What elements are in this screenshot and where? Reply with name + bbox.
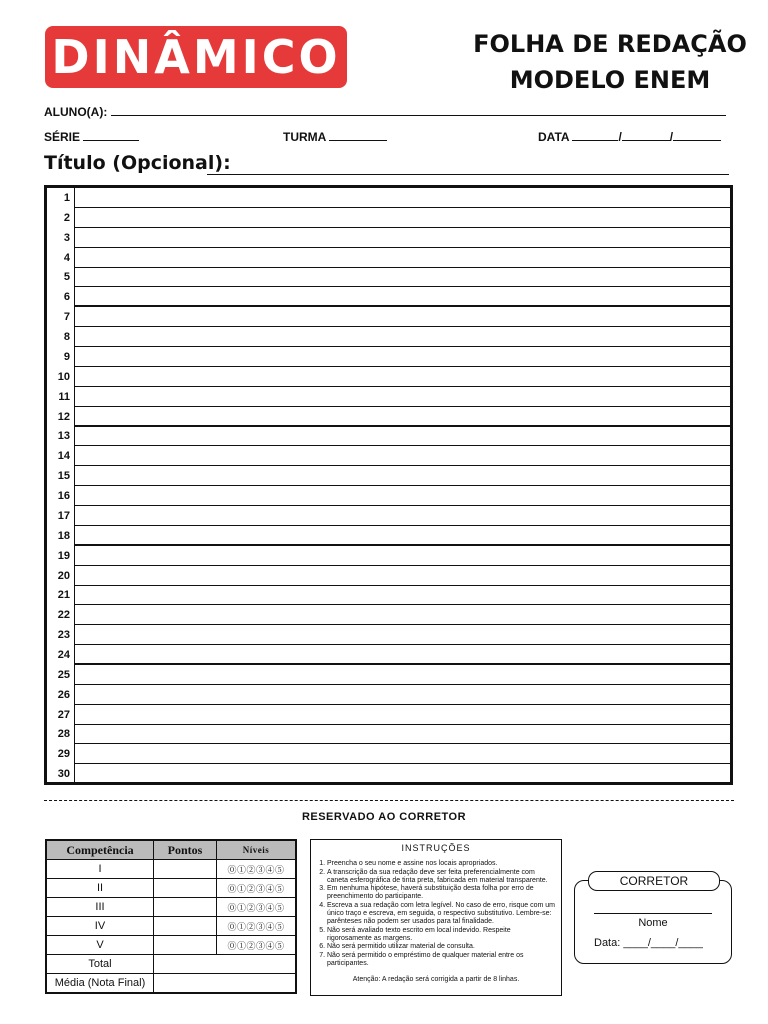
line-number: 24	[57, 649, 70, 661]
line-number: 10	[57, 370, 70, 383]
pontos-cell[interactable]	[154, 917, 217, 936]
line-number: 22	[57, 609, 70, 622]
table-row	[46, 917, 296, 936]
writing-line[interactable]	[74, 387, 730, 407]
table-row	[47, 307, 730, 327]
pontos-cell[interactable]	[154, 936, 217, 955]
pontos-cell[interactable]	[154, 860, 217, 879]
line-number: 27	[57, 708, 70, 721]
comp-label: IV	[46, 917, 154, 936]
line-number: 30	[57, 768, 70, 781]
writing-line[interactable]	[74, 248, 730, 268]
data-year-line[interactable]	[673, 129, 721, 141]
table-row	[47, 685, 730, 705]
aluno-label: ALUNO(A):	[44, 105, 108, 119]
line-number: 7	[63, 311, 70, 324]
comp-label: V	[46, 936, 154, 955]
line-number: 12	[57, 410, 70, 423]
writing-line[interactable]	[74, 724, 730, 744]
table-row	[47, 645, 730, 665]
line-number: 23	[57, 629, 70, 642]
writing-line[interactable]	[74, 267, 730, 287]
writing-line[interactable]	[74, 764, 730, 784]
table-row	[47, 526, 730, 546]
table-row	[46, 879, 296, 898]
table-row	[47, 287, 730, 307]
aluno-line[interactable]	[111, 104, 726, 116]
line-number: 18	[57, 529, 70, 542]
turma-line[interactable]	[329, 129, 387, 141]
writing-line[interactable]	[74, 228, 730, 248]
corretor-label: CORRETOR	[588, 871, 720, 891]
list-item: 6. Não será permitido utilizar material de consulta.	[327, 943, 555, 951]
line-number: 11	[58, 390, 70, 403]
titulo-label: Título (Opcional):	[44, 152, 231, 174]
logo-text: DINÂMICO	[51, 30, 341, 84]
line-number: 2	[63, 211, 70, 224]
table-row	[47, 744, 730, 764]
corretor-data[interactable]: Data: ____/____/____	[594, 937, 703, 949]
data-month-line[interactable]	[622, 129, 670, 141]
writing-line[interactable]	[74, 546, 730, 566]
list-item: 1. Preencha o seu nome e assine nos locais apropriados.	[327, 860, 555, 868]
line-number: 9	[63, 350, 70, 363]
media-cell[interactable]	[154, 974, 297, 994]
table-row	[47, 486, 730, 506]
table-row	[47, 228, 730, 248]
writing-line[interactable]	[74, 625, 730, 645]
line-number: 14	[57, 450, 70, 463]
niveis-options[interactable]: ⓪①②③④⑤	[217, 879, 297, 898]
pontos-cell[interactable]	[154, 898, 217, 917]
table-row	[46, 936, 296, 955]
instrucoes-title: INSTRUÇÕES	[401, 843, 471, 853]
table-row	[47, 705, 730, 725]
line-number: 28	[57, 728, 70, 741]
writing-line[interactable]	[74, 486, 730, 506]
turma-field[interactable]	[283, 129, 387, 144]
list-item: 5. Não será avaliado texto escrito em local indevido. Respeite rigorosamente as margens.	[327, 927, 555, 944]
header-pontos: Pontos	[154, 840, 217, 860]
niveis-options[interactable]: ⓪①②③④⑤	[217, 936, 297, 955]
writing-line[interactable]	[74, 705, 730, 725]
table-row	[47, 566, 730, 586]
table-row	[47, 208, 730, 228]
table-row	[46, 860, 296, 879]
table-row	[47, 585, 730, 605]
titulo-line[interactable]	[207, 174, 729, 175]
line-number: 6	[63, 291, 70, 304]
table-row	[47, 665, 730, 685]
table-row	[47, 367, 730, 387]
line-number: 8	[63, 331, 70, 344]
writing-line[interactable]	[74, 526, 730, 546]
nome-line[interactable]	[594, 913, 712, 914]
nome-label: Nome	[638, 917, 668, 929]
line-number: 29	[57, 748, 70, 761]
writing-line[interactable]	[74, 347, 730, 367]
table-row	[47, 267, 730, 287]
comp-label: II	[46, 879, 154, 898]
table-row	[47, 347, 730, 367]
table-row	[47, 327, 730, 347]
line-number: 4	[63, 251, 70, 264]
pontos-cell[interactable]	[154, 879, 217, 898]
writing-line[interactable]	[74, 566, 730, 586]
table-row	[47, 546, 730, 566]
table-row	[47, 446, 730, 466]
writing-line[interactable]	[74, 208, 730, 228]
writing-line[interactable]	[74, 744, 730, 764]
writing-line[interactable]	[74, 426, 730, 446]
line-number: 25	[57, 668, 70, 681]
writing-line[interactable]	[74, 327, 730, 347]
divider	[44, 800, 734, 801]
line-number: 16	[57, 490, 70, 503]
writing-lines	[44, 185, 733, 785]
line-number: 17	[57, 509, 70, 522]
writing-line[interactable]	[74, 585, 730, 605]
writing-line[interactable]	[74, 367, 730, 387]
header-niveis: Níveis	[217, 840, 297, 860]
line-number: 20	[57, 569, 70, 582]
table-row	[46, 898, 296, 917]
writing-line[interactable]	[74, 665, 730, 685]
writing-line[interactable]	[74, 188, 730, 208]
table-row	[47, 407, 730, 427]
niveis-options[interactable]: ⓪①②③④⑤	[217, 898, 297, 917]
table-row	[47, 764, 730, 784]
comp-label: I	[46, 860, 154, 879]
list-item: 2. A transcrição da sua redação deve ser feita preferencialmente com caneta esferográfica de tinta preta, fabricada em material transparente.	[327, 869, 555, 886]
table-row	[47, 426, 730, 446]
line-number: 19	[57, 549, 70, 562]
niveis-options[interactable]: ⓪①②③④⑤	[217, 860, 297, 879]
line-number: 5	[63, 271, 70, 284]
table-row	[47, 605, 730, 625]
writing-line[interactable]	[74, 685, 730, 705]
table-row	[47, 724, 730, 744]
competencias-table	[45, 839, 297, 994]
line-number: 1	[63, 192, 70, 204]
data-label: DATA	[538, 130, 570, 144]
table-row	[47, 387, 730, 407]
page-title	[470, 26, 750, 98]
media-label: Média (Nota Final)	[46, 974, 154, 994]
comp-label: III	[46, 898, 154, 917]
writing-line[interactable]	[74, 446, 730, 466]
instrucoes-box	[310, 839, 562, 996]
table-row	[47, 248, 730, 268]
total-label: Total	[46, 955, 154, 974]
line-number: 13	[57, 430, 70, 443]
aluno-field[interactable]	[44, 104, 726, 119]
logo	[45, 26, 347, 88]
atencao-note: Atenção: A redação será corrigida a partir de 8 linhas.	[352, 976, 520, 984]
turma-label: TURMA	[283, 130, 326, 144]
writing-line[interactable]	[74, 307, 730, 327]
list-item: 4. Escreva a sua redação com letra legível. No caso de erro, risque com um único traço e escreva, em seguida, o respectivo substitutivo. Lembre-se: parênteses não podem ser usados para tal finalidade.	[327, 902, 555, 927]
table-row	[47, 466, 730, 486]
writing-line[interactable]	[74, 506, 730, 526]
total-cell[interactable]	[154, 955, 297, 974]
writing-line[interactable]	[74, 466, 730, 486]
title-line-2: MODELO ENEM	[509, 66, 711, 94]
line-number: 26	[57, 688, 70, 701]
serie-field[interactable]	[44, 129, 139, 144]
niveis-options[interactable]: ⓪①②③④⑤	[217, 917, 297, 936]
table-row	[46, 955, 296, 974]
list-item: 7. Não será permitido o empréstimo de qualquer material entre os participantes.	[327, 952, 555, 969]
line-number: 15	[57, 470, 70, 483]
title-line-1: FOLHA DE REDAÇÃO	[473, 30, 747, 58]
list-item: 3. Em nenhuma hipótese, haverá substituição desta folha por erro de preenchimento do participante.	[327, 885, 555, 902]
line-number: 3	[63, 231, 70, 244]
serie-line[interactable]	[83, 129, 139, 141]
data-field[interactable]: DATA / /	[538, 129, 721, 144]
serie-label: SÉRIE	[44, 130, 81, 144]
writing-line[interactable]	[74, 287, 730, 307]
writing-line[interactable]	[74, 645, 730, 665]
table-row	[47, 625, 730, 645]
writing-line[interactable]	[74, 605, 730, 625]
header-competencia: Competência	[46, 840, 154, 860]
writing-line[interactable]	[74, 407, 730, 427]
reserved-heading: RESERVADO AO CORRETOR	[301, 811, 467, 823]
table-row	[46, 974, 296, 994]
table-row	[47, 188, 730, 208]
line-number: 21	[57, 589, 70, 602]
data-day-line[interactable]	[572, 129, 618, 141]
table-row	[47, 506, 730, 526]
